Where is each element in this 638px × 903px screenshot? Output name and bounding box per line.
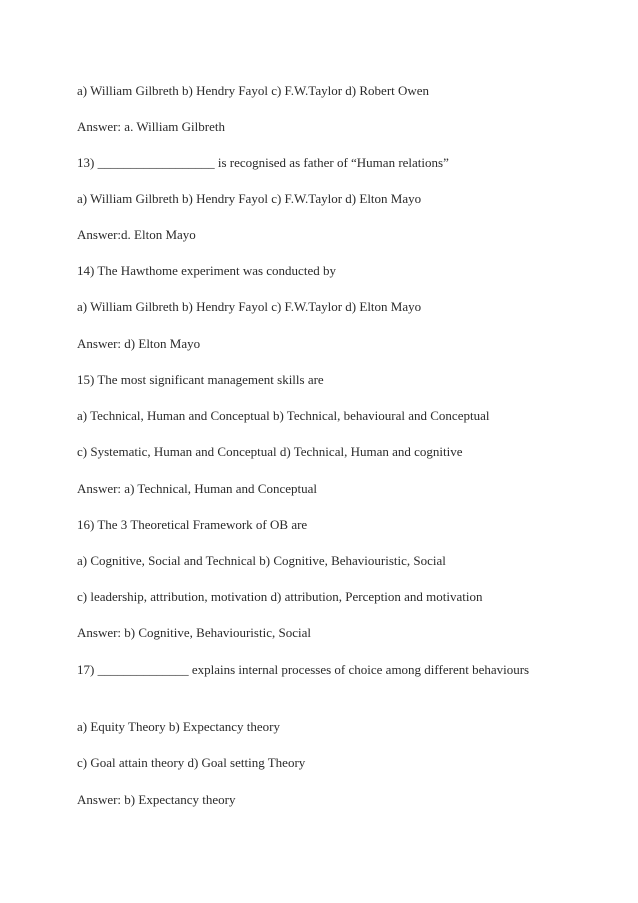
- option-line: a) William Gilbreth b) Hendry Fayol c) F.W.Taylor d) Elton Mayo: [77, 299, 422, 314]
- answer-line: Answer: b) Expectancy theory: [77, 792, 236, 807]
- option-line: a) Cognitive, Social and Technical b) Cognitive, Behaviouristic, Social: [77, 553, 446, 568]
- answer-line: Answer:d. Elton Mayo: [77, 227, 196, 242]
- answer-line: Answer: a. William Gilbreth: [77, 119, 225, 134]
- answer-line: Answer: a) Technical, Human and Conceptual: [77, 481, 317, 496]
- option-line: c) Systematic, Human and Conceptual d) Technical, Human and cognitive: [77, 444, 463, 459]
- answer-line: Answer: d) Elton Mayo: [77, 336, 201, 351]
- question-14: 14) The Hawthome experiment was conducted by: [77, 263, 336, 278]
- question-13: 13) __________________ is recognised as father of “Human relations”: [77, 155, 449, 170]
- option-line: c) Goal attain theory d) Goal setting Theory: [77, 755, 306, 770]
- option-line: c) leadership, attribution, motivation d) attribution, Perception and motivation: [77, 589, 483, 604]
- option-line: a) Equity Theory b) Expectancy theory: [77, 719, 280, 734]
- question-17: 17) ______________ explains internal processes of choice among different behaviours: [77, 662, 530, 677]
- option-line: a) William Gilbreth b) Hendry Fayol c) F.W.Taylor d) Elton Mayo: [77, 191, 422, 206]
- question-16: 16) The 3 Theoretical Framework of OB are: [77, 517, 308, 532]
- question-15: 15) The most significant management skills are: [77, 372, 324, 387]
- option-line: a) William Gilbreth b) Hendry Fayol c) F.W.Taylor d) Robert Owen: [77, 83, 430, 98]
- answer-line: Answer: b) Cognitive, Behaviouristic, Social: [77, 625, 311, 640]
- option-line: a) Technical, Human and Conceptual b) Technical, behavioural and Conceptual: [77, 408, 490, 423]
